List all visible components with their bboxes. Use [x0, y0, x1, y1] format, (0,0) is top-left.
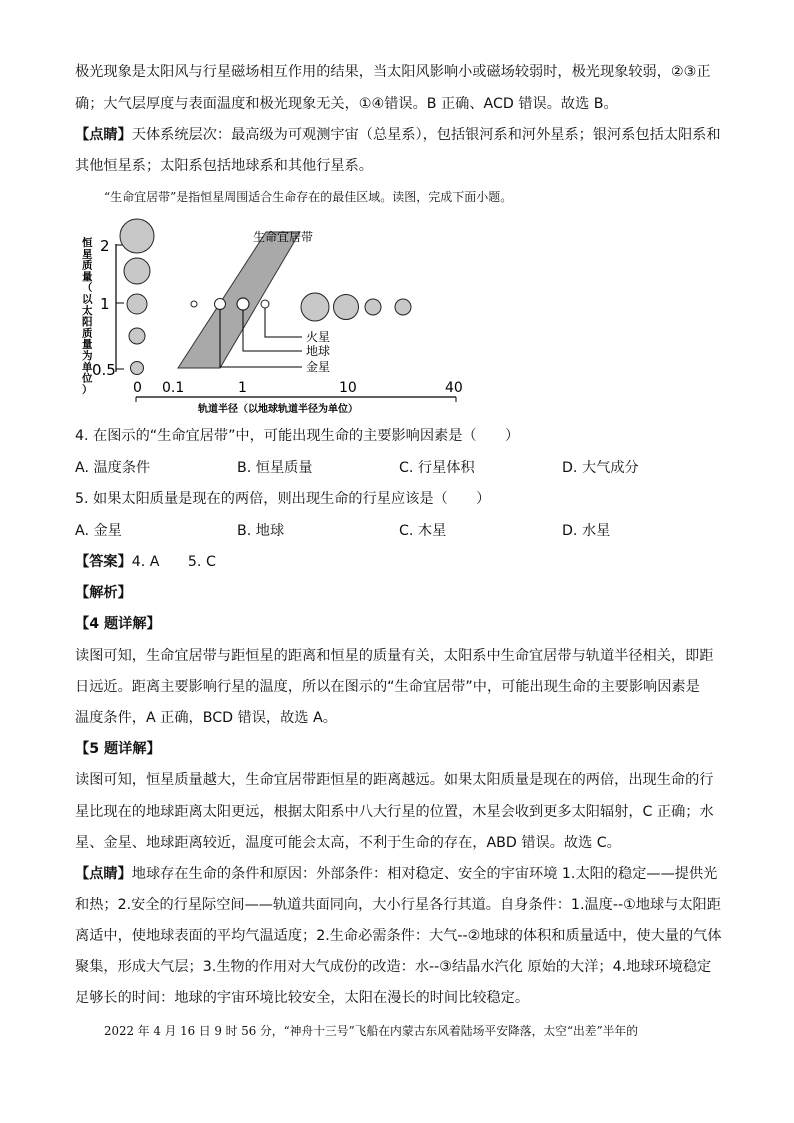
dianjing-tag: 【点睛】: [75, 127, 132, 143]
y-tick-0.5: 0.5: [92, 361, 116, 379]
q5-option-d[interactable]: D. 水星: [562, 523, 611, 539]
q4-detail-line: 读图可知，生命宜居带与距恒星的距离和恒星的质量有关，太阳系中生命宜居带与轨道半径相关，即距: [75, 648, 714, 664]
dianjing2-line: 聚集，形成大气层；3.生物的作用对大气成份的改造：水--③结晶水汽化 原始的大洋；4.地球环境稳定: [75, 959, 712, 975]
q4-stem: 4. 在图示的“生命宜居带”中，可能出现生命的主要影响因素是（ ）: [75, 428, 520, 444]
y-tick-2: 2: [100, 237, 110, 255]
answer-line: [75, 552, 216, 572]
q4-detail-line: 日远近。距离主要影响行星的温度，所以在图示的“生命宜居带”中，可能出现生命的主要影响因素是: [75, 679, 700, 695]
label-mars: 火星: [306, 330, 331, 344]
planet-venus: [215, 299, 226, 310]
next-passage-line: 2022 年 4 月 16 日 9 时 56 分，“神舟十三号”飞船在内蒙古东风着陆场平安降落，太空“出差”半年的: [104, 1024, 639, 1038]
intro-line-1: 极光现象是太阳风与行星磁场相互作用的结果，当太阳风影响小或磁场较弱时，极光现象较弱，②③正: [75, 64, 711, 80]
dianjing2-tag: 【点睛】: [75, 866, 132, 882]
dianjing2-line: 离适中，使地球表面的平均气温适度；2.生命必需条件：大气--②地球的体积和质量适中，使大量的气体: [75, 928, 722, 944]
star-circle: [131, 362, 144, 375]
planet-mercury: [191, 301, 197, 307]
x-axis-label: 轨道半径（以地球轨道半径为单位）: [198, 404, 358, 415]
intro-line-2: 确；大气层厚度与表面温度和极光现象无关，①④错误。B 正确、ACD 错误。故选 B。: [75, 96, 618, 112]
habitable-zone-label: 生命宜居带: [253, 230, 314, 244]
star-circle: [120, 219, 154, 253]
y-axis-label: 恒星质量（以太阳质量为单位）: [82, 237, 93, 396]
star-circle: [129, 328, 145, 344]
q5-stem: 5. 如果太阳质量是现在的两倍，则出现生命的行星应该是（ ）: [75, 491, 491, 507]
q4-detail-line: 温度条件，A 正确，BCD 错误，故选 A。: [75, 710, 337, 726]
dianjing-text: 天体系统层次：最高级为可观测宇宙（总星系），包括银河系和河外星系；银河系包括太阳系和: [131, 127, 721, 143]
q4-option-a[interactable]: A. 温度条件: [75, 460, 151, 476]
q5-detail-line: 星比现在的地球距离太阳更远，根据太阳系中八大行星的位置，木星会收到更多太阳辐射，C 正确；水: [75, 804, 714, 820]
answer-text: 4. A 5. C: [131, 554, 216, 570]
q5-option-a[interactable]: A. 金星: [75, 523, 122, 539]
y-tick-1: 1: [100, 295, 110, 313]
dianjing2-line: 和热；2.安全的行星际空间——轨道共面同向，大小行星各行其道。自身条件：1.温度--①地球与太阳距: [75, 897, 721, 913]
q5-detail-tag: 【5 题详解】: [75, 741, 161, 757]
x-tick-1: 1: [238, 380, 247, 396]
dianjing2-text: 地球存在生命的条件和原因：外部条件：相对稳定、安全的宇宙环境 1.太阳的稳定——提供光: [131, 866, 718, 882]
star-circle: [127, 294, 147, 314]
intro-line-3: [75, 125, 721, 145]
dianjing2-line-1: [75, 864, 717, 884]
star-circle: [124, 258, 150, 284]
intro-line-4: 其他恒星系；太阳系包括地球系和其他行星系。: [75, 158, 373, 174]
planet-neptune: [395, 299, 411, 315]
habitable-zone-figure: [70, 212, 490, 417]
q4-detail-tag: 【4 题详解】: [75, 616, 161, 632]
planet-uranus: [365, 299, 381, 315]
planet-saturn: [334, 295, 359, 320]
label-earth: 地球: [306, 344, 331, 358]
figure-caption: “生命宜居带”是指恒星周围适合生命存在的最佳区域。读图，完成下面小题。: [104, 190, 513, 204]
analysis-tag: 【解析】: [75, 585, 132, 601]
planet-mars: [261, 300, 269, 308]
q5-option-c[interactable]: C. 木星: [399, 523, 447, 539]
x-tick-0: 0: [133, 380, 142, 396]
x-tick-40: 40: [445, 380, 463, 396]
label-venus: 金星: [306, 360, 331, 374]
q5-option-b[interactable]: B. 地球: [237, 523, 285, 539]
q4-option-c[interactable]: C. 行星体积: [399, 460, 475, 476]
planet-jupiter: [301, 293, 329, 321]
dianjing2-line: 足够长的时间：地球的宇宙环境比较安全，太阳在漫长的时间比较稳定。: [75, 990, 530, 1006]
q5-detail-line: 读图可知，恒星质量越大，生命宜居带距恒星的距离越远。如果太阳质量是现在的两倍，出现生命的行: [75, 772, 714, 788]
x-tick-10: 10: [339, 380, 357, 396]
q5-detail-line: 星、金星、地球距离较近，温度可能会太高，不利于生命的存在，ABD 错误。故选 C。: [75, 835, 621, 851]
answer-tag: 【答案】: [75, 554, 132, 570]
q4-option-b[interactable]: B. 恒星质量: [237, 460, 313, 476]
q4-option-d[interactable]: D. 大气成分: [562, 460, 639, 476]
x-tick-0.1: 0.1: [162, 380, 185, 396]
planet-earth: [237, 298, 249, 310]
